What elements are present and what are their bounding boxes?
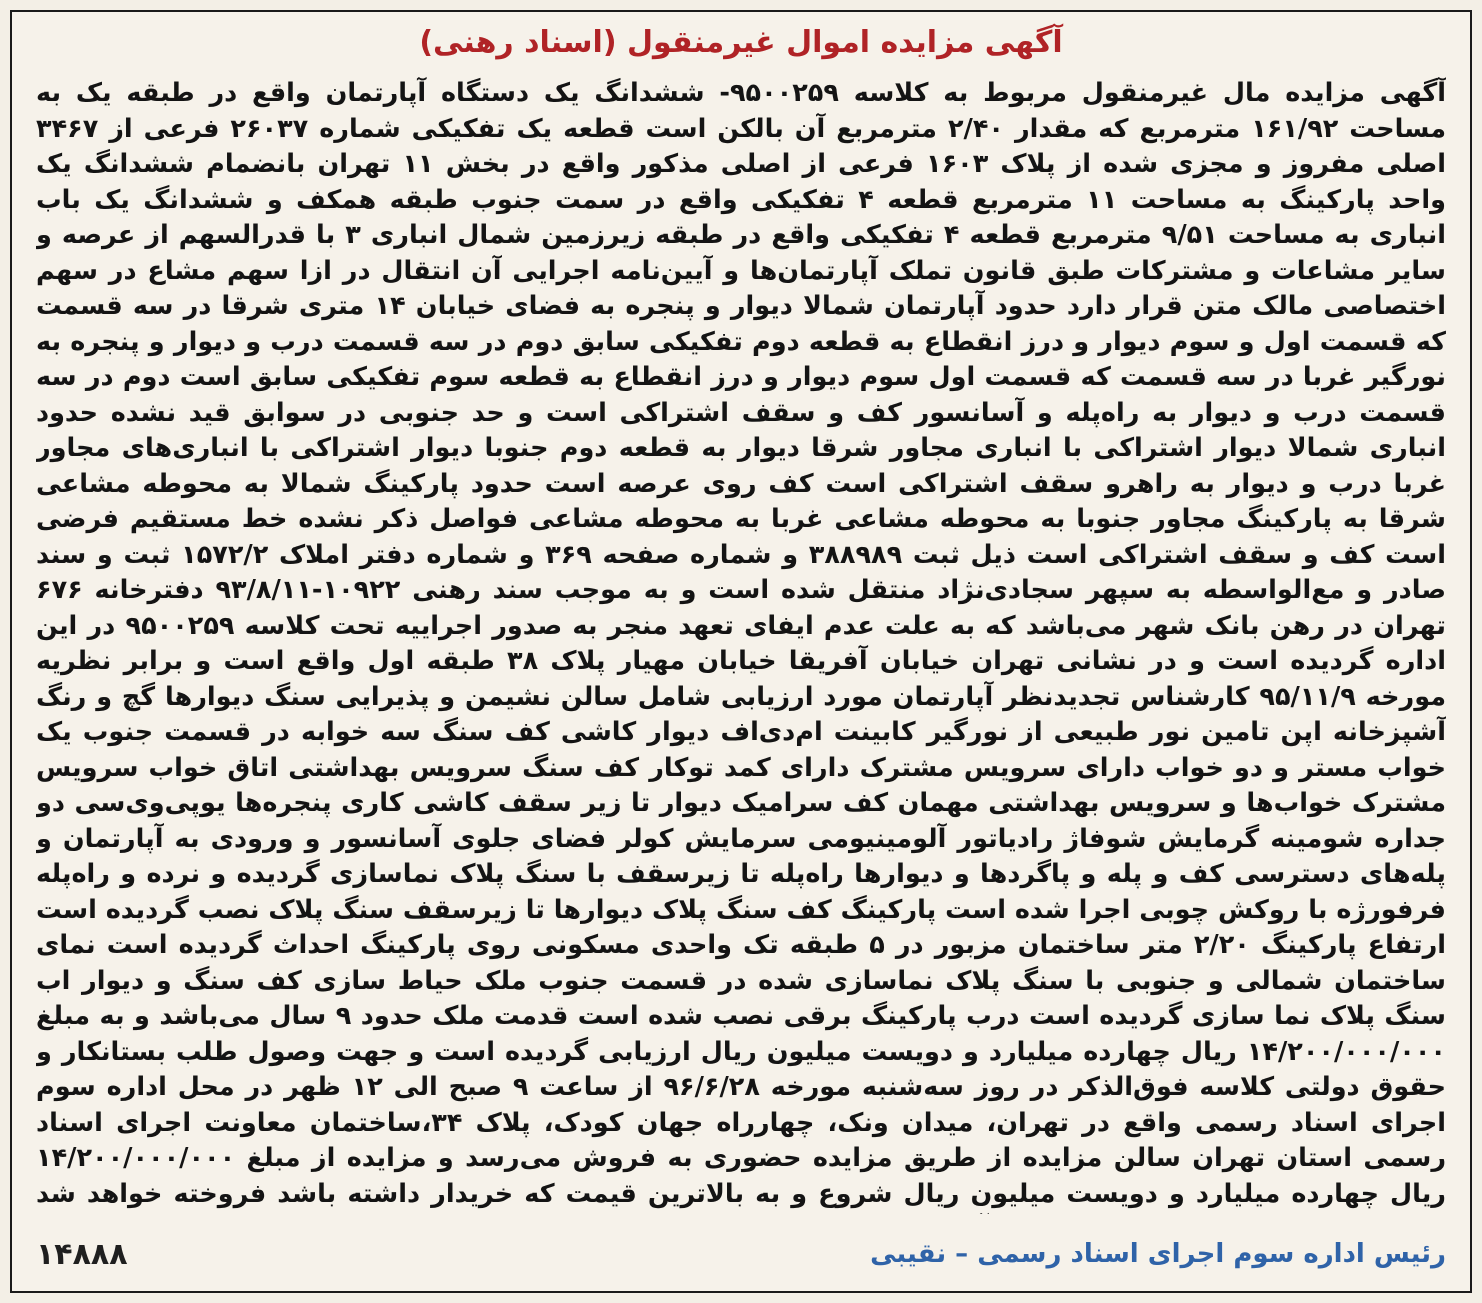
signature: رئیس اداره سوم اجرای اسناد رسمی – نقیبی [870,1239,1446,1269]
ad-number: ۱۴۸۸۸ [36,1236,128,1272]
notice-body: آگهی مزایده مال غیرمنقول مربوط به کلاسه ۹۵۰۰۲۵۹- ششدانگ یک دستگاه آپارتمان واقع در طبقه یک به مساحت ۱۶۱/۹۲ مترمربع که مقدار ۲/۴۰ مترمربع آن بالکن است قطعه یک تفکیکی شماره ۲۶۰۳۷ فرعی از ۳۴۶۷ اصلی مفروز و مجزی شده از پلاک ۱۶۰۳ فرعی از اصلی مذکور واقع در بخش ۱۱ تهران بانضمام ششدانگ یک واحد پارکینگ به مساحت ۱۱ مترمربع قطعه ۴ تفکیکی واقع در سمت جنوب طبقه همکف و ششدانگ یک باب انباری به مساحت ۹/۵۱ مترمربع قطعه ۴ تفکیکی واقع در طبقه زیرزمین شمال انباری ۳ با قدرالسهم از عرصه و سایر مشاعات و مشترکات طبق قانون تملک آپارتمان‌ها و آیین‌نامه اجرایی آن انتقال در ازا سهم مشاع در سهم اختصاصی مالک متن قرار دارد حدود آپارتمان شمالا دیوار و پنجره به فضای خیابان ۱۴ متری شرقا در سه قسمت که قسمت اول و سوم دیوار و درز انقطاع به قطعه دوم تفکیکی سابق دوم در سه قسمت درب و دیوار و پنجره به نورگیر غربا در سه قسمت که قسمت اول سوم دیوار و درز انقطاع به قطعه سوم تفکیکی سابق است دوم در سه قسمت درب و دیوار به راه‌پله و آسانسور کف و سقف اشتراکی است و حد جنوبی در سوابق قید نشده حدود انباری شمالا دیوار اشتراکی با انباری مجاور شرقا دیوار به قطعه دوم جنوبا دیوار اشتراکی با انباری‌های مجاور غربا درب و دیوار به راهرو سقف اشتراکی است کف روی عرصه است حدود پارکینگ شمالا به محوطه مشاعی شرقا به پارکینگ مجاور جنوبا به محوطه مشاعی غربا به محوطه مشاعی فواصل ذکر نشده خط مستقیم فرضی است کف و سقف اشتراکی است ذیل ثبت ۳۸۸۹۸۹ و شماره صفحه ۳۶۹ و شماره دفتر املاک ۱۵۷۲/۲ ثبت و سند صادر و مع‌الواسطه به سپهر سجادی‌نژاد منتقل شده است و به موجب سند رهنی ۱۰۹۲۲-۹۳/۸/۱۱ دفترخانه ۶۷۶ تهران در رهن بانک شهر می‌باشد که به علت عدم ایفای تعهد منجر به صدور اجراییه تحت کلاسه ۹۵۰۰۲۵۹ در این اداره گردیده است و در نشانی تهران خیابان آفریقا خیابان مهیار پلاک ۳۸ طبقه اول واقع است و برابر نظریه مورخه ۹۵/۱۱/۹ کارشناس تجدیدنظر آپارتمان مورد ارزیابی شامل سالن نشیمن و پذیرایی سنگ دیوارها گچ و رنگ آشپزخانه اپن تامین نور طبیعی از نورگیر کابینت ام‌دی‌اف دیوار کاشی کف سنگ سه خوابه در قسمت جنوب یک خواب مستر و دو خواب دارای سرویس مشترک دارای کمد توکار کف سنگ سرویس بهداشتی اتاق خواب سرویس مشترک خواب‌ها و سرویس بهداشتی مهمان کف سرامیک دیوار تا زیر سقف کاشی کاری پنجره‌ها یوپی‌وی‌سی دو جداره شومینه گرمایش شوفاژ رادیاتور آلومینیومی سرمایش کولر فضای جلوی آسانسور و ورودی به آپارتمان و پله‌های دسترسی کف و پله و پاگردها و دیوارها راه‌پله تا زیرسقف با سنگ پلاک نماسازی گردیده و نرده و راه‌پله فرفورژه با روکش چوبی اجرا شده است پارکینگ کف سنگ پلاک دیوارها تا زیرسقف سنگ پلاک نصب گردیده است ارتفاع پارکینگ ۲/۲۰ متر ساختمان مزبور در ۵ طبقه تک واحدی مسکونی روی پارکینگ احداث گردیده است نمای ساختمان شمالی و جنوبی با سنگ پلاک نماسازی شده در قسمت جنوب ملک حیاط سازی کف سنگ و دیوار اب سنگ پلاک نما سازی گردیده است درب پارکینگ برقی نصب شده است قدمت ملک حدود ۹ سال می‌باشد و به مبلغ ۱۴/۲۰۰/۰۰۰/۰۰۰ ریال چهارده میلیارد و دویست میلیون ریال ارزیابی گردیده است و جهت وصول طلب بستانکار و حقوق دولتی کلاسه فوق‌الذکر در روز سه‌شنبه مورخه ۹۶/۶/۲۸ از ساعت ۹ صبح الی ۱۲ ظهر در محل اداره سوم اجرای اسناد رسمی واقع در تهران، میدان ونک، چهارراه جهان کودک، پلاک ۳۴،ساختمان معاونت اجرای اسناد رسمی استان تهران سالن مزایده از طریق مزایده حضوری به فروش می‌رسد و مزایده از مبلغ ۱۴/۲۰۰/۰۰۰/۰۰۰ ریال چهارده میلیارد و دویست میلیون ریال شروع و به بالاترین قیمت که خریدار داشته باشد فروخته خواهد شد [36,78,1446,1209]
notice-title: آگهی مزایده اموال غیرمنقول (اسناد رهنی) [419,25,1063,60]
newspaper-notice [10,10,1472,1293]
notice-footer [36,1231,1446,1277]
